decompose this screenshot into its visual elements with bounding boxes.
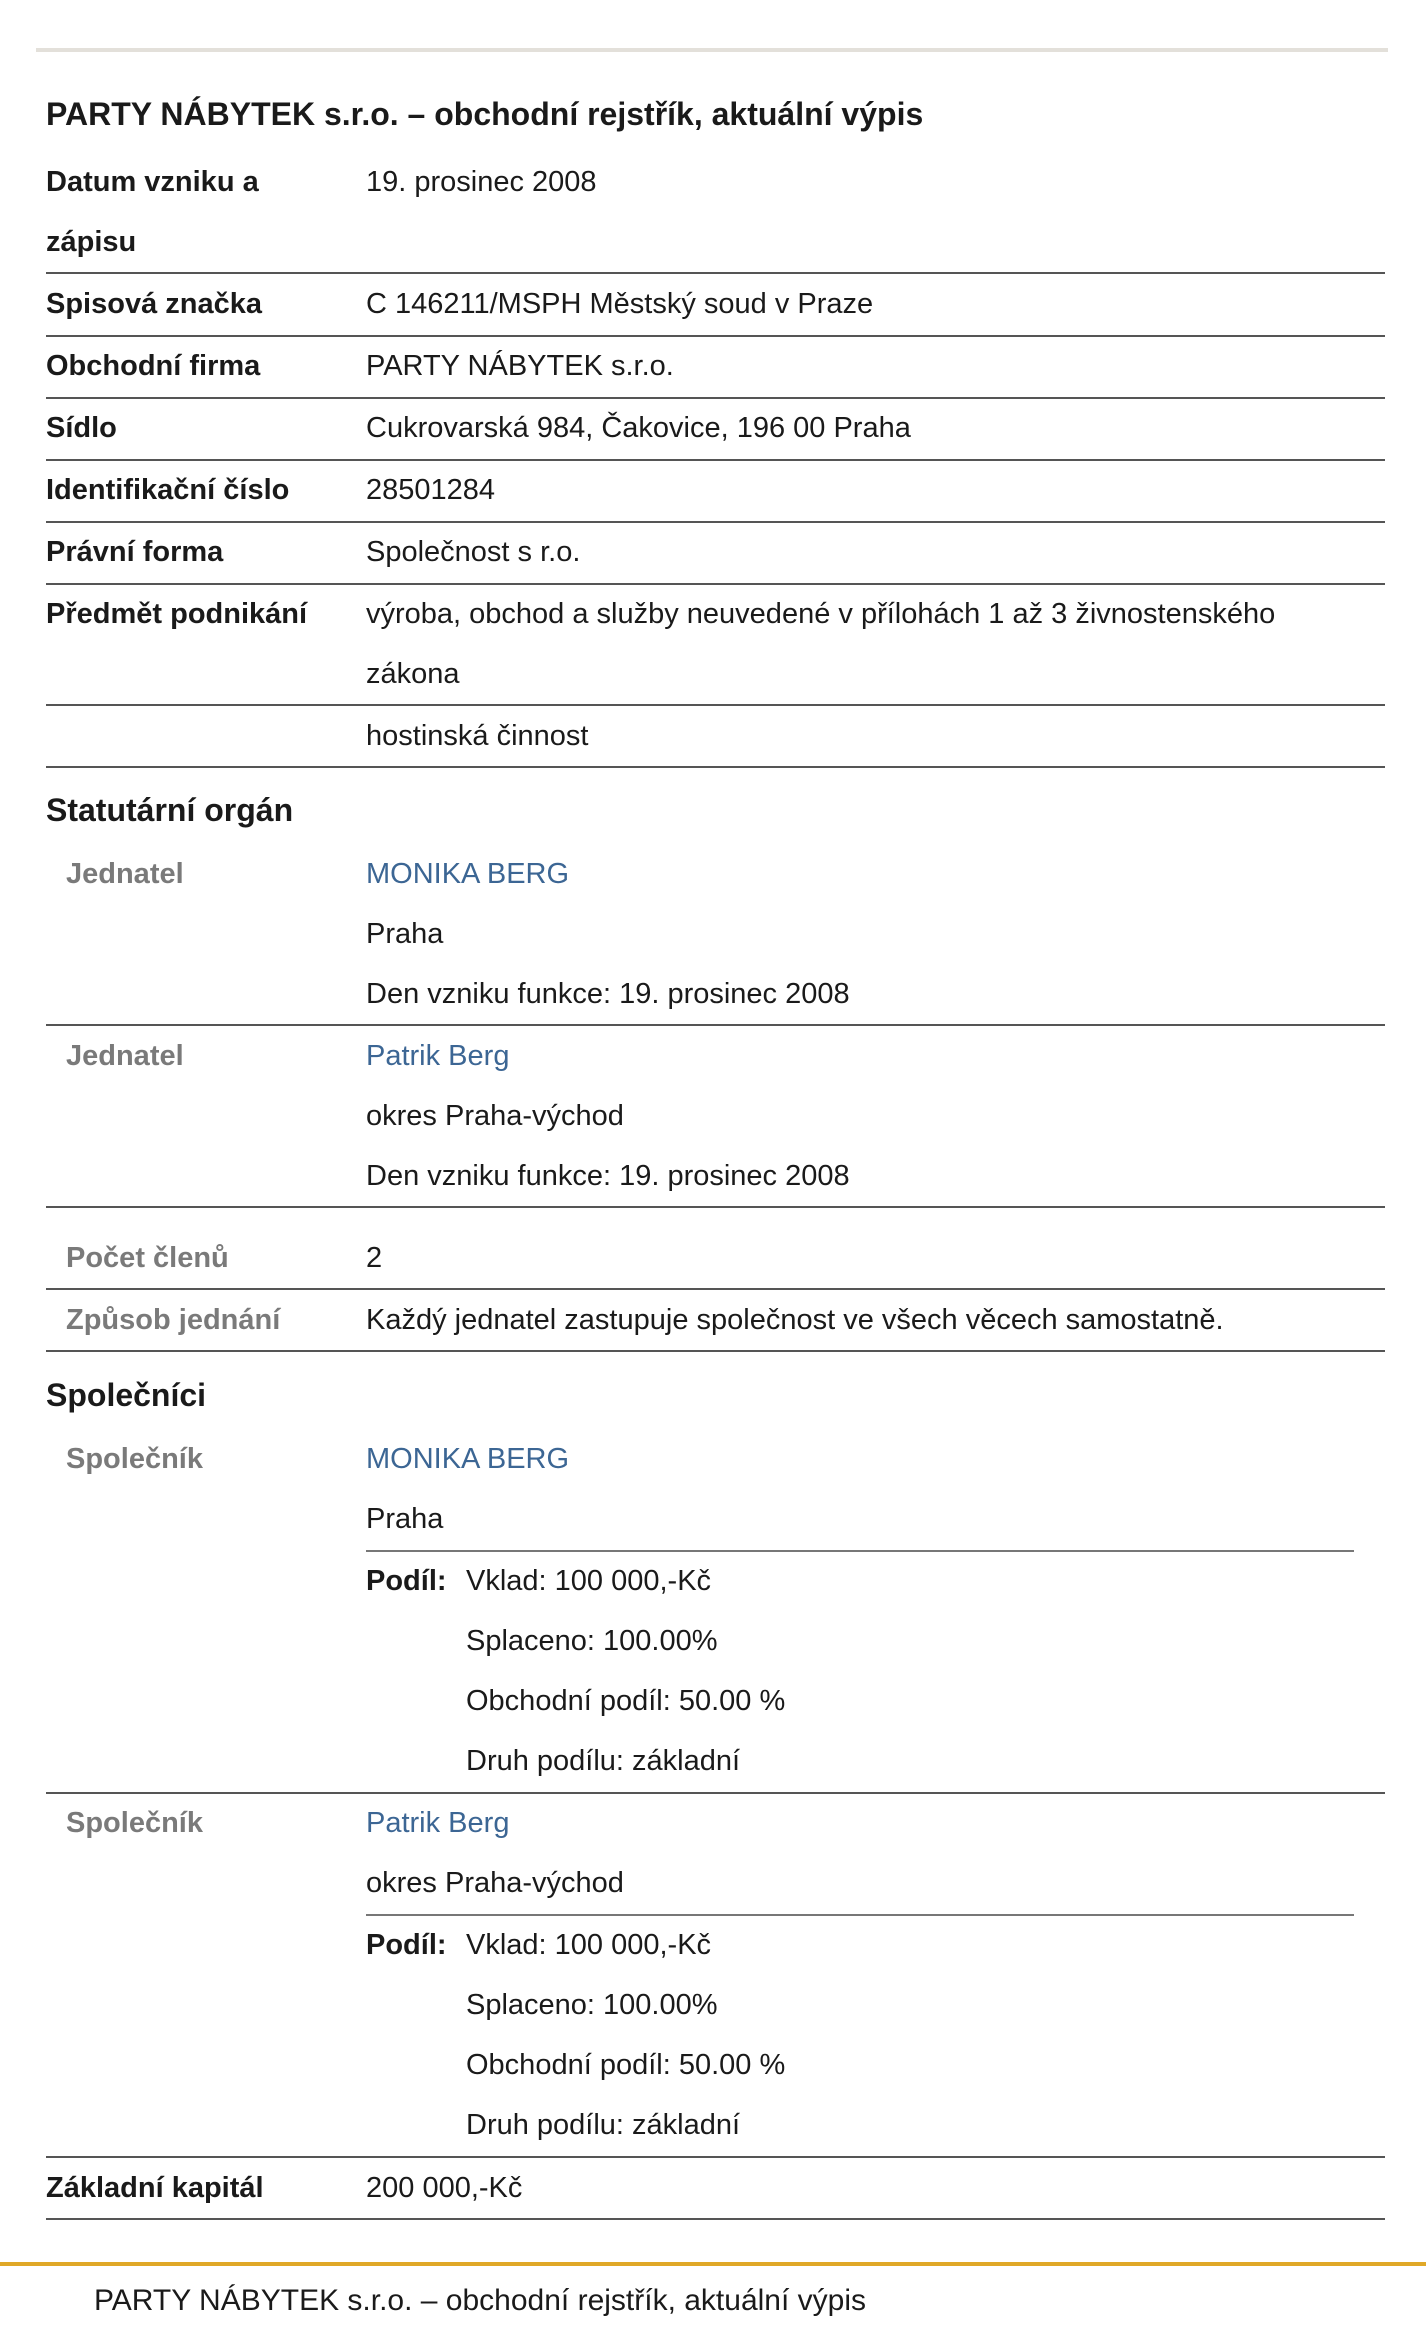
row-divider bbox=[46, 583, 1385, 585]
person-place: Praha bbox=[366, 1503, 444, 1535]
value-predmet-podnikani-2: zákona bbox=[366, 658, 460, 690]
person-link[interactable]: Patrik Berg bbox=[366, 1807, 510, 1839]
value-obchodni-firma: PARTY NÁBYTEK s.r.o. bbox=[366, 350, 674, 382]
share-vklad: Vklad: 100 000,-Kč bbox=[466, 1565, 712, 1597]
label-identifikacni-cislo: Identifikační číslo bbox=[46, 474, 290, 506]
value-sidlo: Cukrovarská 984, Čakovice, 196 00 Praha bbox=[366, 412, 911, 444]
row-divider bbox=[46, 459, 1385, 461]
section-statutarni-organ: Statutární orgán bbox=[46, 792, 294, 828]
footer-rule bbox=[0, 2262, 1426, 2266]
value-spisova-znacka: C 146211/MSPH Městský soud v Praze bbox=[366, 288, 874, 320]
person-link[interactable]: Patrik Berg bbox=[366, 1040, 510, 1072]
row-divider bbox=[46, 1350, 1385, 1352]
row-divider bbox=[46, 335, 1385, 337]
role-spolecnik: Společník bbox=[66, 1807, 203, 1839]
person-place: okres Praha-východ bbox=[366, 1100, 624, 1132]
row-divider bbox=[46, 704, 1385, 706]
label-datum-vzniku: Datum vzniku a bbox=[46, 166, 259, 198]
row-divider bbox=[46, 766, 1385, 768]
row-divider bbox=[46, 397, 1385, 399]
row-divider bbox=[46, 1024, 1385, 1026]
share-obchodni-podil: Obchodní podíl: 50.00 % bbox=[466, 1685, 786, 1717]
row-divider bbox=[46, 1288, 1385, 1290]
share-splaceno: Splaceno: 100.00% bbox=[466, 1989, 718, 2021]
person-place: Praha bbox=[366, 918, 444, 950]
row-divider bbox=[46, 2218, 1385, 2220]
person-place: okres Praha-východ bbox=[366, 1867, 624, 1899]
share-vklad: Vklad: 100 000,-Kč bbox=[466, 1929, 712, 1961]
value-pocet-clenu: 2 bbox=[366, 1242, 383, 1274]
row-divider bbox=[46, 521, 1385, 523]
row-divider bbox=[46, 272, 1385, 274]
value-datum-vzniku: 19. prosinec 2008 bbox=[366, 166, 597, 198]
label-zpusob-jednani: Způsob jednání bbox=[66, 1304, 281, 1336]
value-predmet-podnikani-3: hostinská činnost bbox=[366, 720, 589, 752]
person-since: Den vzniku funkce: 19. prosinec 2008 bbox=[366, 1160, 850, 1192]
role-jednatel: Jednatel bbox=[66, 1040, 184, 1072]
label-predmet-podnikani: Předmět podnikání bbox=[46, 598, 308, 630]
label-zakladni-kapital: Základní kapitál bbox=[46, 2172, 264, 2204]
share-label: Podíl: bbox=[366, 1565, 447, 1597]
role-jednatel: Jednatel bbox=[66, 858, 184, 890]
share-divider bbox=[366, 1550, 1354, 1552]
share-obchodni-podil: Obchodní podíl: 50.00 % bbox=[466, 2049, 786, 2081]
label-spisova-znacka: Spisová značka bbox=[46, 288, 262, 320]
row-divider bbox=[46, 1206, 1385, 1208]
label-sidlo: Sídlo bbox=[46, 412, 117, 444]
section-spolecnici: Společníci bbox=[46, 1377, 207, 1413]
page-title: PARTY NÁBYTEK s.r.o. – obchodní rejstřík, aktuální výpis bbox=[46, 96, 924, 132]
person-link[interactable]: MONIKA BERG bbox=[366, 858, 570, 890]
value-pravni-forma: Společnost s r.o. bbox=[366, 536, 581, 568]
row-divider bbox=[46, 1792, 1385, 1794]
share-druh-podilu: Druh podílu: základní bbox=[466, 2109, 741, 2141]
footer-title: PARTY NÁBYTEK s.r.o. – obchodní rejstřík, aktuální výpis bbox=[94, 2284, 867, 2317]
row-divider bbox=[46, 2156, 1385, 2158]
label-obchodni-firma: Obchodní firma bbox=[46, 350, 261, 382]
value-predmet-podnikani-1: výroba, obchod a služby neuvedené v přílohách 1 až 3 živnostenského bbox=[366, 598, 1276, 630]
label-pravni-forma: Právní forma bbox=[46, 536, 224, 568]
role-spolecnik: Společník bbox=[66, 1443, 203, 1475]
label-datum-zapisu: zápisu bbox=[46, 226, 137, 258]
value-identifikacni-cislo: 28501284 bbox=[366, 474, 496, 506]
share-splaceno: Splaceno: 100.00% bbox=[466, 1625, 718, 1657]
share-druh-podilu: Druh podílu: základní bbox=[466, 1745, 741, 1777]
person-link[interactable]: MONIKA BERG bbox=[366, 1443, 570, 1475]
person-since: Den vzniku funkce: 19. prosinec 2008 bbox=[366, 978, 850, 1010]
value-zakladni-kapital: 200 000,-Kč bbox=[366, 2172, 523, 2204]
share-label: Podíl: bbox=[366, 1929, 447, 1961]
label-pocet-clenu: Počet členů bbox=[66, 1242, 229, 1274]
value-zpusob-jednani: Každý jednatel zastupuje společnost ve všech věcech samostatně. bbox=[366, 1304, 1224, 1336]
share-divider bbox=[366, 1914, 1354, 1916]
